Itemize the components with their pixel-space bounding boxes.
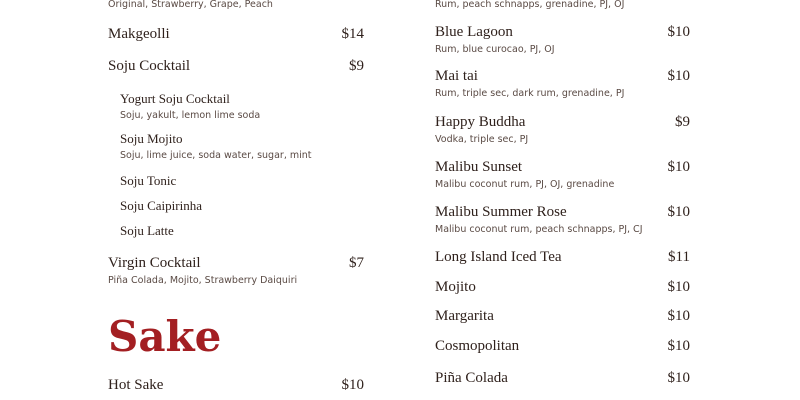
menu-item-malibu-summer-rose [435, 204, 690, 235]
menu-item-name: Margarita [435, 308, 494, 324]
menu-item-desc: Original, Strawberry, Grape, Peach [108, 0, 273, 10]
menu-item-mojito [435, 279, 690, 296]
menu-item-name: Soju Tonic [120, 173, 177, 188]
menu-subitem-soju-latte [120, 223, 364, 239]
menu-subitem-soju-tonic [120, 173, 364, 189]
menu-item-price: $7 [349, 255, 364, 271]
menu-item-hot-sake [108, 377, 364, 394]
menu-item-margarita [435, 308, 690, 325]
menu-item-name: Cosmopolitan [435, 338, 520, 354]
menu-item-fragment [108, 0, 364, 10]
menu-item-name: Blue Lagoon [435, 24, 513, 40]
menu-item-desc: Malibu coconut rum, PJ, OJ, grenadine [435, 179, 615, 190]
menu-item-price: $9 [675, 114, 690, 130]
menu-item-name: Hot Sake [108, 377, 164, 393]
menu-item-happy-buddha [435, 114, 690, 145]
menu-item-blue-lagoon [435, 24, 690, 55]
menu-item-desc: Rum, peach schnapps, grenadine, PJ, OJ [435, 0, 625, 10]
menu-subitem-yogurt-soju [120, 91, 364, 121]
menu-item-desc: Rum, triple sec, dark rum, grenadine, PJ [435, 88, 625, 99]
menu-item-name: Happy Buddha [435, 114, 526, 130]
menu-item-name: Soju Cocktail [108, 58, 191, 74]
menu-item-desc: Piña Colada, Mojito, Strawberry Daiquiri [108, 275, 298, 286]
menu-item-fragment [435, 0, 690, 10]
menu-item-desc: Soju, lime juice, soda water, sugar, mint [120, 150, 312, 161]
menu-item-makgeolli [108, 26, 364, 43]
menu-item-desc: Vodka, triple sec, PJ [435, 134, 529, 145]
menu-item-price: $10 [667, 159, 690, 175]
menu-item-name: Virgin Cocktail [108, 255, 201, 271]
menu-item-name: Yogurt Soju Cocktail [120, 91, 230, 106]
menu-item-price: $10 [667, 308, 690, 324]
menu-item-long-island [435, 249, 690, 266]
menu-item-price: $10 [667, 338, 690, 354]
menu-item-price: $10 [667, 204, 690, 220]
menu-item-desc: Soju, yakult, lemon lime soda [120, 110, 261, 121]
menu-item-name: Soju Caipirinha [120, 198, 202, 213]
menu-item-desc: Rum, blue curocao, PJ, OJ [435, 44, 555, 55]
menu-subitem-soju-mojito [120, 131, 364, 161]
menu-item-pina-colada [435, 370, 690, 387]
menu-item-soju-cocktail [108, 58, 364, 75]
menu-item-price: $10 [667, 370, 690, 386]
menu-item-name: Soju Mojito [120, 131, 183, 146]
menu-item-name: Makgeolli [108, 26, 170, 42]
menu-item-price: $9 [349, 58, 364, 74]
menu-item-desc: Malibu coconut rum, peach schnapps, PJ, CJ [435, 224, 643, 235]
menu-item-virgin-cocktail [108, 255, 364, 286]
menu-item-name: Malibu Summer Rose [435, 204, 567, 220]
menu-item-mai-tai [435, 68, 690, 99]
menu-item-name: Piña Colada [435, 370, 508, 386]
menu-item-cosmopolitan [435, 338, 690, 355]
section-title-sake: Sake [108, 312, 222, 361]
menu-item-name: Mai tai [435, 68, 478, 84]
menu-item-price: $10 [667, 24, 690, 40]
menu-item-name: Malibu Sunset [435, 159, 523, 175]
menu-item-name: Long Island Iced Tea [435, 249, 562, 265]
menu-item-price: $10 [667, 68, 690, 84]
menu-item-price: $14 [341, 26, 364, 42]
menu-item-name: Mojito [435, 279, 476, 295]
menu-item-price: $10 [341, 377, 364, 393]
menu-subitem-soju-caipirinha [120, 198, 364, 214]
menu-item-malibu-sunset [435, 159, 690, 190]
menu-item-price: $10 [667, 279, 690, 295]
menu-item-price: $11 [668, 249, 690, 265]
menu-item-name: Soju Latte [120, 223, 174, 238]
